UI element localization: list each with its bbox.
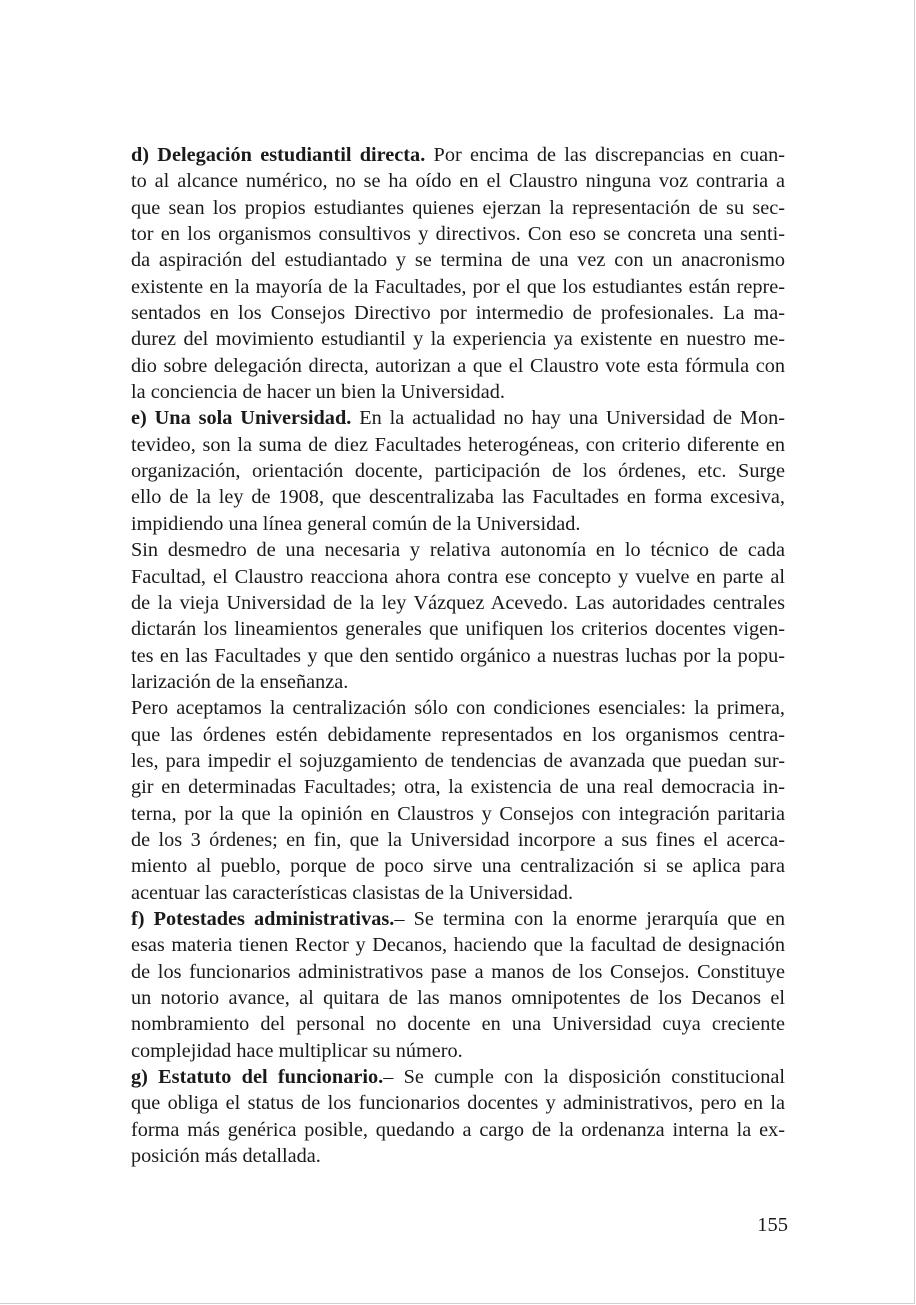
line-text: tevideo, son la suma de diez Facultades heterogéneas, con criterio diferente en [131,433,785,456]
line-text: – Se termina con la enorme jerarquía que en [394,907,785,930]
text-line [131,695,785,721]
section-heading: e) Una sola Universidad. [131,407,352,430]
text-line [131,774,785,800]
text-line [131,616,785,642]
paragraph [131,1064,785,1169]
text-line [131,1011,785,1037]
text-line [131,985,785,1011]
text-line [131,590,785,616]
line-text: ello de la ley de 1908, que descentralizaba las Facultades en forma excesiva, [131,486,785,509]
text-line [131,247,785,273]
section-heading: d) Delegación estudiantil directa. [131,144,426,166]
text-line [131,458,785,484]
line-text: nombramiento del personal no docente en una Universidad cuya creciente [131,1013,785,1036]
line-text: terna, por la que la opinión en Claustros y Consejos con integración paritaria [131,802,785,825]
line-text: impidiendo una línea general común de la Universidad. [131,512,581,535]
line-text: durez del movimiento estudiantil y la experiencia ya existente en nuestro me- [131,328,785,351]
line-text: les, para impedir el sojuzgamiento de tendencias de avanzada que puedan sur- [131,749,785,772]
text-line [131,511,785,537]
text-line [131,932,785,958]
text-line [131,801,785,827]
text-line [131,1038,785,1064]
line-text: dictarán los lineamientos generales que unifiquen los criterios docentes vigen- [131,618,785,641]
line-text: dio sobre delegación directa, autorizan a que el Claustro vote esta fórmula con [131,354,785,377]
line-text: larización de la enseñanza. [131,670,349,693]
text-line [131,195,785,221]
paragraph [131,695,785,906]
text-line [131,748,785,774]
line-text: acentuar las características clasistas de la Universidad. [131,881,574,904]
line-text: – Se cumple con la disposición constitucional [383,1066,785,1089]
text-line [131,142,785,168]
line-text: Por encima de las discrepancias en cuan- [425,144,785,166]
text-line [131,353,785,379]
text-line [131,168,785,194]
text-line [131,959,785,985]
line-text: complejidad hace multiplicar su número. [131,1039,463,1062]
line-text: la conciencia de hacer un bien la Universidad. [131,381,505,404]
text-line [131,1090,785,1116]
line-text: to al alcance numérico, no se ha oído en el Claustro ninguna voz contraria a [131,170,785,193]
text-line [131,274,785,300]
line-text: que las órdenes estén debidamente representados en los organismos centra- [131,723,785,746]
line-text: posición más detallada. [131,1145,321,1168]
line-text: En la actualidad no hay una Universidad de Mon- [351,407,785,430]
line-text: Sin desmedro de una necesaria y relativa autonomía en lo técnico de cada [131,539,785,562]
line-text: de la vieja Universidad de la ley Vázquez Acevedo. Las autoridades centrales [131,591,785,614]
paragraph [131,405,785,537]
line-text: organización, orientación docente, participación de los órdenes, etc. Surge [131,460,785,483]
line-text: que sean los propios estudiantes quienes ejerzan la representación de su sec- [131,196,785,219]
paragraph [131,906,785,1064]
line-text: un notorio avance, al quitara de las manos omnipotentes de los Decanos el [131,987,785,1009]
text-line [131,564,785,590]
text-line [131,537,785,563]
line-text: tes en las Facultades y que den sentido orgánico a nuestras luchas por la popu- [131,644,785,667]
line-text: da aspiración del estudiantado y se termina de una vez con un anacronismo [131,249,785,272]
paragraph [131,142,785,405]
line-text: de los funcionarios administrativos pase a manos de los Consejos. Constituye [131,960,785,983]
line-text: forma más genérica posible, quedando a cargo de la ordenanza interna la ex- [131,1118,785,1141]
text-line [131,722,785,748]
line-text: sentados en los Consejos Directivo por intermedio de profesionales. La ma- [131,302,785,325]
section-heading: f) Potestades administrativas. [131,907,395,930]
line-text: de los 3 órdenes; en fin, que la Universidad incorpore a sus fines el acerca- [131,828,785,851]
line-text: existente en la mayoría de la Facultades, por el que los estudiantes están repre- [131,275,785,298]
line-text: Facultad, el Claustro reacciona ahora contra ese concepto y vuelve en parte al [131,565,785,588]
text-line [131,484,785,510]
paragraph [131,537,785,695]
body-text [131,142,785,1169]
line-text: que obliga el status de los funcionarios docentes y administrativos, pero en la [131,1092,785,1115]
section-heading: g) Estatuto del funcionario. [131,1066,384,1089]
text-line [131,669,785,695]
text-line [131,906,785,932]
text-line [131,827,785,853]
text-line [131,1064,785,1090]
text-line [131,1143,785,1169]
line-text: tor en los organismos consultivos y directivos. Con eso se concreta una senti- [131,223,785,246]
text-line [131,432,785,458]
text-line [131,221,785,247]
text-line [131,326,785,352]
text-line [131,643,785,669]
text-line [131,880,785,906]
line-text: miento al pueblo, porque de poco sirve una centralización si se aplica para [131,855,785,878]
text-line [131,405,785,431]
text-line [131,1117,785,1143]
line-text: gir en determinadas Facultades; otra, la existencia de una real democracia in- [131,776,785,799]
text-line [131,300,785,326]
line-text: esas materia tienen Rector y Decanos, haciendo que la facultad de designación [131,934,785,957]
page-number: 155 [757,1214,788,1236]
line-text: Pero aceptamos la centralización sólo con condiciones esenciales: la primera, [131,697,785,720]
text-line [131,379,785,405]
text-line [131,853,785,879]
